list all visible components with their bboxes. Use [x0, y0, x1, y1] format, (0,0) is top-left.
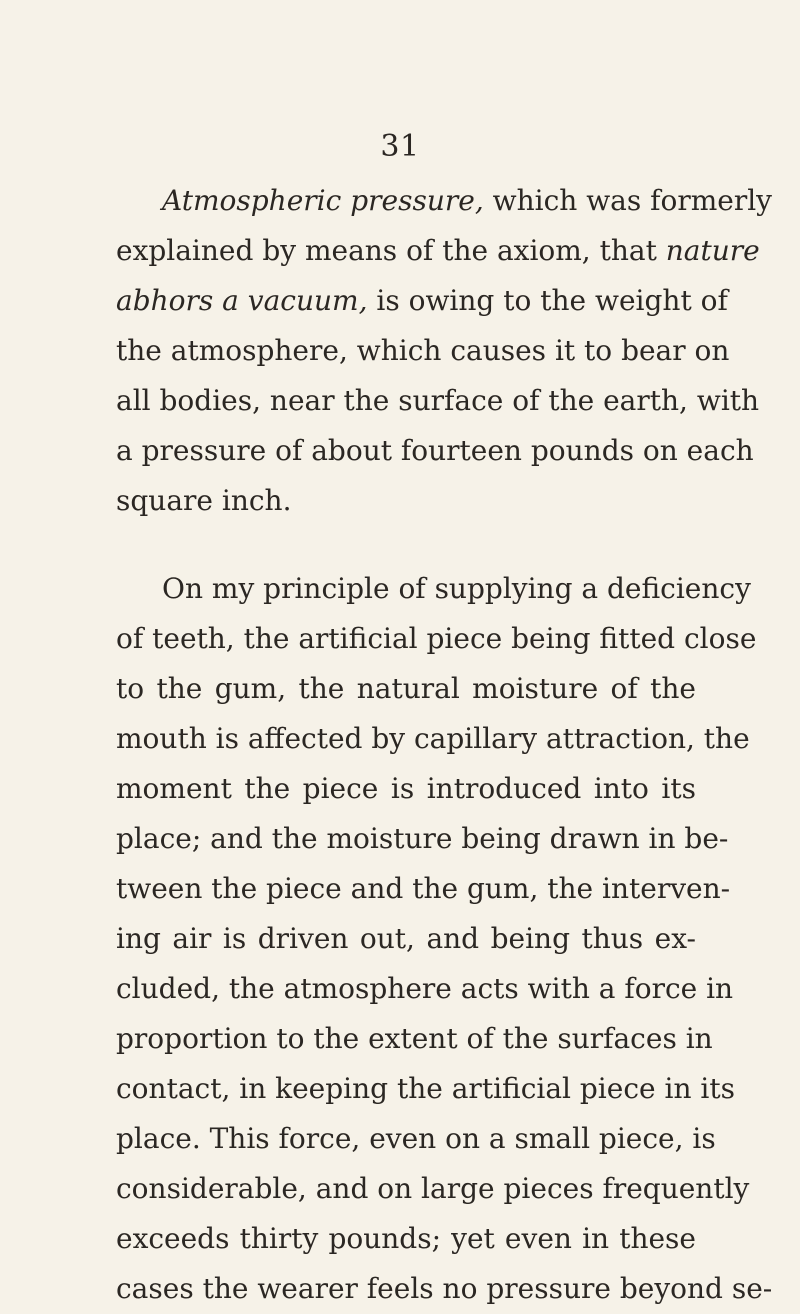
paragraph-atmospheric-pressure — [116, 176, 773, 526]
text-run: On my principle of supplying a deficiency — [162, 572, 751, 605]
text-run: is owing to the weight of — [367, 284, 728, 317]
text-run: considerable, and on large pieces frequently — [116, 1172, 750, 1205]
text-line — [116, 714, 750, 764]
text-run: of teeth, the artificial piece being fitted close — [116, 622, 757, 655]
text-run: a pressure of about fourteen pounds on each — [116, 434, 754, 467]
text-run: all bodies, near the surface of the earth, with — [116, 384, 760, 417]
italic-text: Atmospheric pressure, — [162, 184, 484, 217]
paragraph-gap — [116, 526, 696, 564]
text-run: the atmosphere, which causes it to bear on — [116, 334, 730, 367]
text-line — [116, 1264, 773, 1314]
text-run: to the gum, the natural moisture of the — [116, 672, 696, 705]
text-line — [116, 664, 696, 714]
text-run: explained by means of the axiom, that — [116, 234, 666, 267]
text-run: cases the wearer feels no pressure beyond se- — [116, 1272, 773, 1305]
text-line — [116, 426, 754, 476]
text-line — [116, 814, 729, 864]
text-run: moment the piece is introduced into its — [116, 772, 696, 805]
text-line — [116, 864, 731, 914]
text-line — [116, 376, 760, 426]
text-line — [116, 276, 728, 326]
text-run: cluded, the atmosphere acts with a force in — [116, 972, 734, 1005]
text-line — [116, 764, 696, 814]
italic-text: abhors a vacuum, — [116, 284, 368, 317]
text-run: ing air is driven out, and being thus ex- — [116, 922, 696, 955]
text-line — [116, 1164, 750, 1214]
text-run: mouth is affected by capillary attraction, the — [116, 722, 750, 755]
text-line — [116, 1114, 716, 1164]
text-run: place. This force, even on a small piece, is — [116, 1122, 716, 1155]
text-run: exceeds thirty pounds; yet even in these — [116, 1222, 696, 1255]
text-run: tween the piece and the gum, the interven- — [116, 872, 731, 905]
text-run: place; and the moisture being drawn in be- — [116, 822, 729, 855]
text-line — [116, 1214, 696, 1264]
text-line — [116, 176, 773, 226]
text-run: contact, in keeping the artificial piece in its — [116, 1072, 735, 1105]
paragraph-supplying-teeth — [116, 564, 773, 1314]
italic-text: nature — [665, 234, 760, 267]
text-line — [116, 614, 757, 664]
text-run: square inch. — [116, 484, 292, 517]
text-line — [116, 1064, 735, 1114]
text-line — [116, 914, 696, 964]
page-number: 31 — [380, 129, 420, 164]
text-run: proportion to the extent of the surfaces in — [116, 1022, 713, 1055]
text-run: which was formerly — [483, 184, 773, 217]
text-line — [116, 476, 696, 526]
text-line — [116, 226, 760, 276]
text-line — [116, 326, 730, 376]
text-line — [116, 564, 751, 614]
text-line — [116, 964, 734, 1014]
body-text — [116, 176, 773, 1314]
text-line — [116, 1014, 713, 1064]
